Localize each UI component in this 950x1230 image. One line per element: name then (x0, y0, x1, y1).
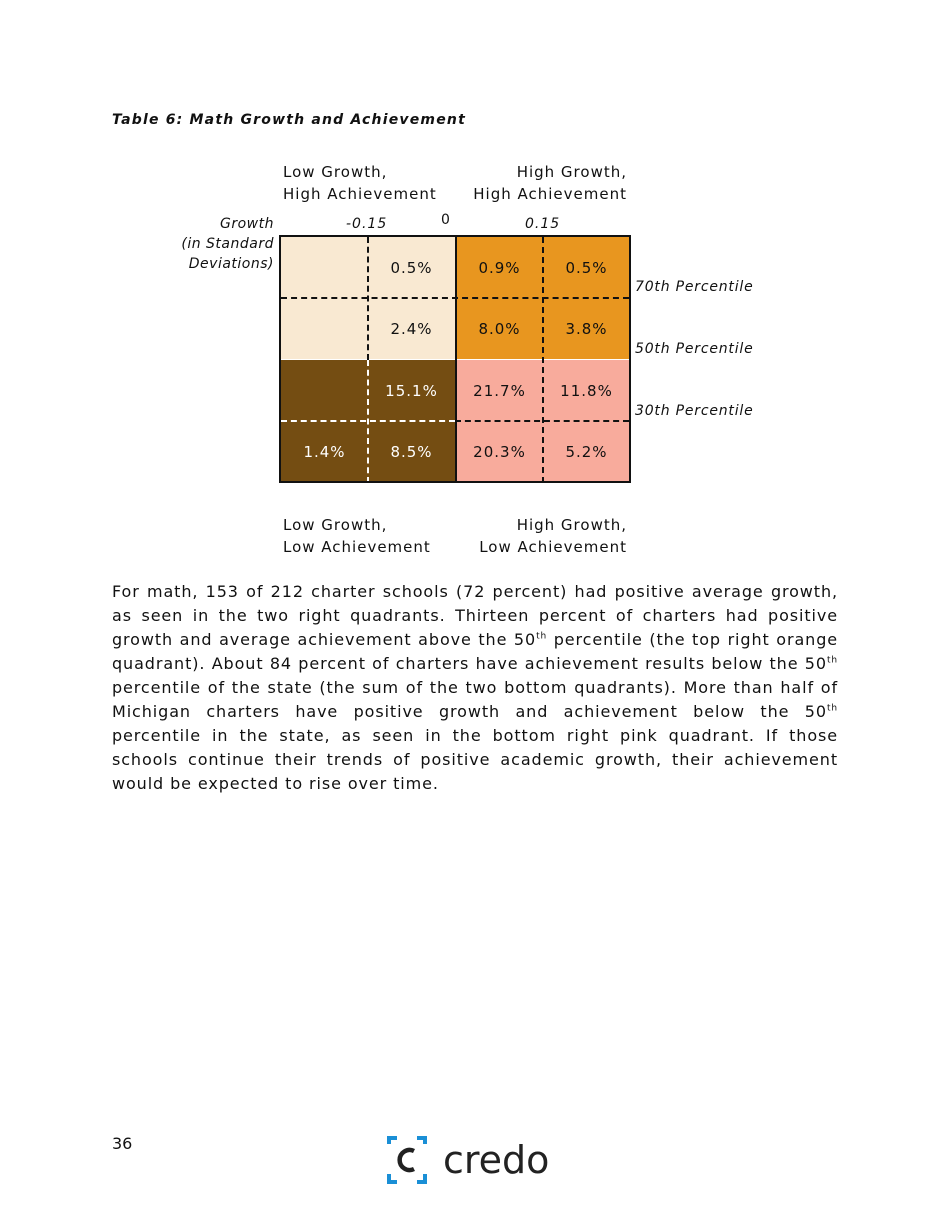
grid-cell-r4-c1: 1.4% (281, 421, 368, 482)
grid-cell-r1-c2: 0.5% (368, 237, 455, 298)
grid-cell-r2-c4: 3.8% (543, 298, 630, 359)
superscript-th-1: th (536, 631, 548, 642)
body-paragraph (112, 580, 838, 796)
table-title: Table 6: Math Growth and Achievement (112, 112, 466, 128)
logo-wordmark: credo (443, 1138, 550, 1182)
divider-growth-zero (455, 237, 457, 483)
tick-pos-015: 0.15 (525, 216, 561, 232)
percentile-70-label: 70th Percentile (635, 279, 754, 295)
grid-cell-r2-c1 (281, 298, 368, 359)
paragraph-part-4: percentile in the state, as seen in the bottom right pink quadrant. If those schools continue their trends of positive academic growth, their achievement would be expected to rise over time. (112, 726, 838, 793)
divider-70th-percentile (281, 297, 629, 299)
tick-neg-015: -0.15 (346, 216, 388, 232)
page-number: 36 (112, 1134, 133, 1153)
quadrant-label-bottom-right: High Growth, Low Achievement (479, 516, 627, 556)
grid-cell-r4-c2: 8.5% (368, 421, 455, 482)
superscript-th-3: th (826, 703, 838, 714)
percentile-30-label: 30th Percentile (635, 403, 754, 419)
quadrant-label-bottom-left: Low Growth, Low Achievement (283, 516, 431, 556)
grid-cell-r3-c4: 11.8% (543, 360, 630, 421)
grid-cell-r3-c2: 15.1% (368, 360, 455, 421)
percentile-50-label: 50th Percentile (635, 341, 754, 357)
grid-cell-r2-c2: 2.4% (368, 298, 455, 359)
credo-logo (385, 1136, 570, 1186)
paragraph-part-1: For math, 153 of 212 charter schools (72 percent) had positive average growth, as seen in the two right quadrants. Thirteen percent of charters had positive growth and average achievement above the 50 (112, 582, 838, 649)
grid-cell-r2-c3: 8.0% (456, 298, 543, 359)
grid-cell-r4-c3: 20.3% (456, 421, 543, 482)
quadrant-label-top-right: High Growth, High Achievement (473, 163, 627, 203)
grid-cell-r4-c4: 5.2% (543, 421, 630, 482)
superscript-th-2: th (826, 655, 838, 666)
grid-cell-r1-c4: 0.5% (543, 237, 630, 298)
divider-30th-percentile-left (281, 420, 455, 422)
credo-logo-mark-icon (385, 1136, 570, 1186)
growth-axis-label: Growth (in Standard Deviations) (181, 216, 274, 272)
paragraph-part-2: percentile (the top right orange quadrant). About 84 percent of charters have achievement results below the 50 (112, 630, 838, 673)
grid-cell-r3-c1 (281, 360, 368, 421)
grid-cell-r1-c1 (281, 237, 368, 298)
paragraph-part-3: percentile of the state (the sum of the two bottom quadrants). More than half of Michigan charters have positive growth and achievement below the 50 (112, 678, 838, 721)
grid-cell-r1-c3: 0.9% (456, 237, 543, 298)
divider-growth-pos015 (542, 237, 544, 483)
quadrant-label-top-left: Low Growth, High Achievement (283, 163, 437, 203)
divider-30th-percentile-right (455, 420, 629, 422)
grid-cell-r3-c3: 21.7% (456, 360, 543, 421)
growth-achievement-grid (279, 235, 631, 483)
tick-zero: 0 (441, 212, 450, 228)
